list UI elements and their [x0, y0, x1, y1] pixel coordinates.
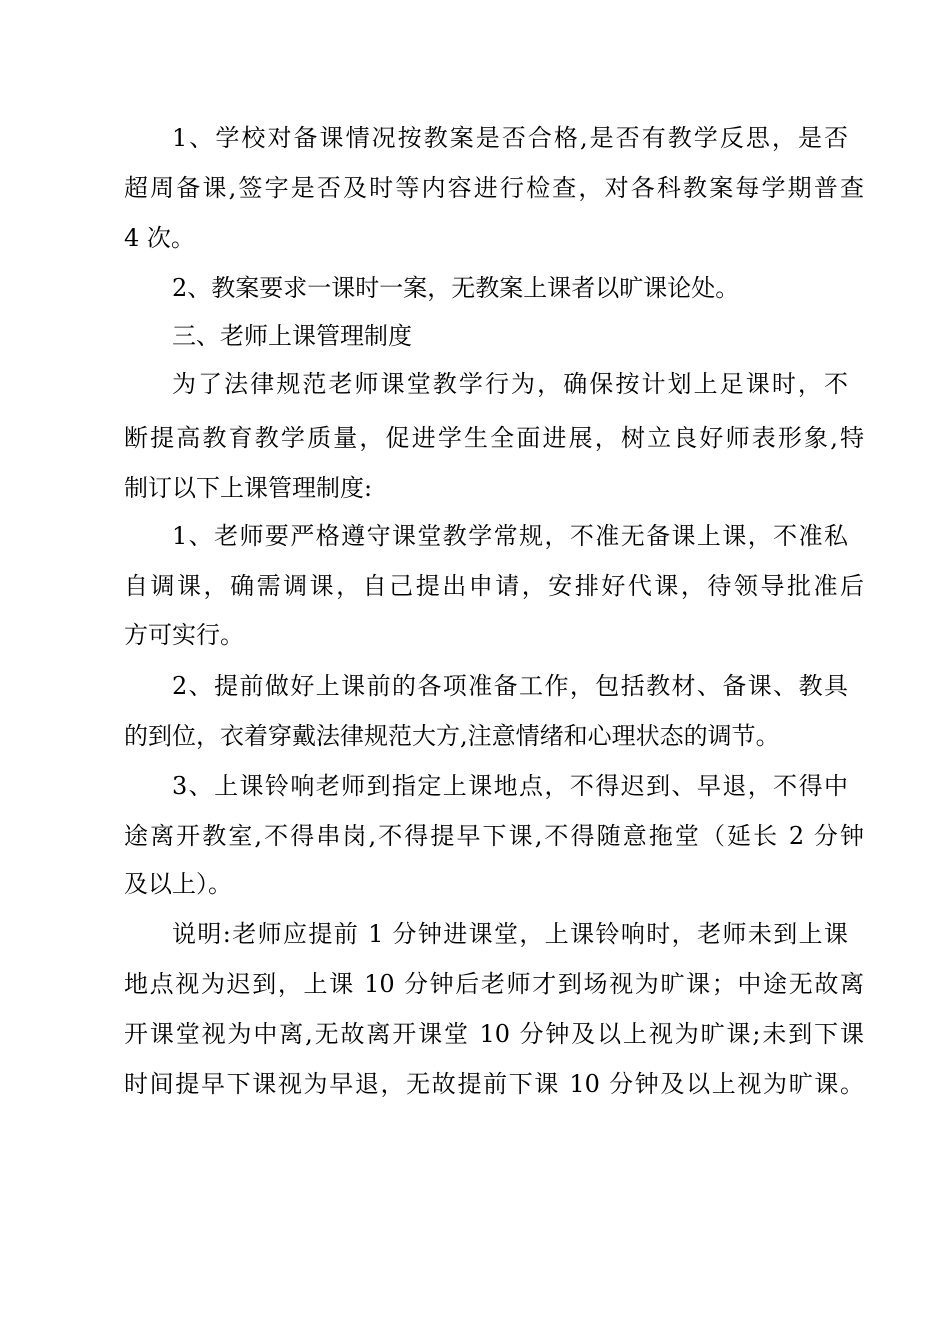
paragraph-line: 说明:老师应提前 1 分钟进课堂，上课铃响时，老师未到上课	[172, 920, 848, 948]
paragraph-line: 4 次。	[124, 224, 195, 252]
paragraph-line: 时间提早下课视为早退，无故提前下课 10 分钟及以上视为旷课。	[124, 1070, 864, 1098]
paragraph-line: 2、提前做好上课前的各项准备工作，包括教材、备课、教具	[172, 672, 848, 700]
paragraph-line: 及以上）。	[124, 870, 232, 898]
section-heading: 三、老师上课管理制度	[172, 322, 412, 350]
paragraph-line: 2、教案要求一课时一案，无教案上课者以旷课论处。	[172, 274, 740, 302]
paragraph-line: 制订以下上课管理制度:	[124, 474, 373, 502]
paragraph-line: 超周备课,签字是否及时等内容进行检查，对各科教案每学期普查	[124, 174, 864, 202]
paragraph-line: 自调课，确需调课，自己提出申请，安排好代课，待领导批准后	[124, 572, 864, 600]
paragraph-line: 地点视为迟到，上课 10 分钟后老师才到场视为旷课；中途无故离	[124, 970, 864, 998]
paragraph-line: 开课堂视为中离,无故离开课堂 10 分钟及以上视为旷课;未到下课	[124, 1020, 864, 1048]
paragraph-line: 方可实行。	[124, 621, 244, 649]
paragraph-line: 为了法律规范老师课堂教学行为，确保按计划上足课时，不	[172, 370, 848, 398]
paragraph-line: 的到位，衣着穿戴法律规范大方,注意情绪和心理状态的调节。	[124, 722, 780, 750]
paragraph-line: 断提高教育教学质量，促进学生全面进展，树立良好师表形象,特	[124, 424, 864, 452]
paragraph-line: 1、学校对备课情况按教案是否合格,是否有教学反思，是否	[172, 124, 848, 152]
paragraph-line: 1、老师要严格遵守课堂教学常规，不准无备课上课，不准私	[172, 522, 848, 550]
paragraph-line: 3、上课铃响老师到指定上课地点，不得迟到、早退，不得中	[172, 772, 848, 800]
paragraph-line: 途离开教室,不得串岗,不得提早下课,不得随意拖堂（延长 2 分钟	[124, 822, 864, 850]
